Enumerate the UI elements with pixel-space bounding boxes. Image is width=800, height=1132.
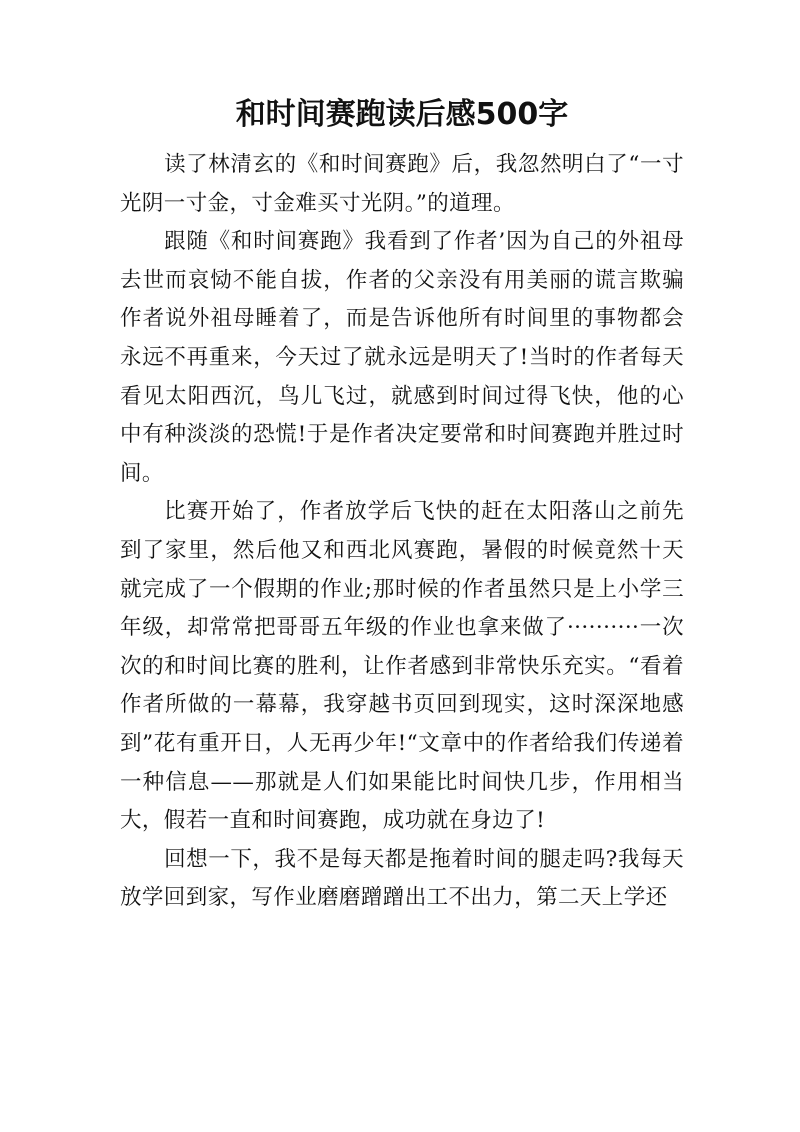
paragraph-3: 比赛开始了，作者放学后飞快的赶在太阳落山之前先到了家里，然后他又和西北风赛跑，暑假的时候竟然十天就完成了一个假期的作业;那时候的作者虽然只是上小学三年级，却常常把哥哥五年级的作业也拿来做了··········一次次的和时间比赛的胜利，让作者感到非常快乐充实。“看着作者所做的一幕幕，我穿越书页回到现实，这时深深地感到”花有重开日，人无再少年!“文章中的作者给我们传递着一种信息——那就是人们如果能比时间快几步，作用相当大，假若一直和时间赛跑，成功就在身边了! — [120, 499, 684, 834]
paragraph-2: 跟随《和时间赛跑》我看到了作者’因为自己的外祖母去世而哀恸不能自拔，作者的父亲没有用美丽的谎言欺骗作者说外祖母睡着了，而是告诉他所有时间里的事物都会永远不再重来，今天过了就永远是明天了!当时的作者每天看见太阳西沉，鸟儿飞过，就感到时间过得飞快，他的心中有种淡淡的恐慌!于是作者决定要常和时间赛跑并胜过时间。 — [120, 229, 684, 486]
document-title: 和时间赛跑读后感500字 — [235, 97, 569, 132]
paragraph-1: 读了林清玄的《和时间赛跑》后，我忽然明白了“一寸光阴一寸金，寸金难买寸光阴。”的道理。 — [120, 152, 684, 216]
paragraph-4: 回想一下，我不是每天都是拖着时间的腿走吗?我每天放学回到家，写作业磨磨蹭蹭出工不出力，第二天上学还 — [120, 846, 684, 911]
document-page — [120, 92, 684, 918]
